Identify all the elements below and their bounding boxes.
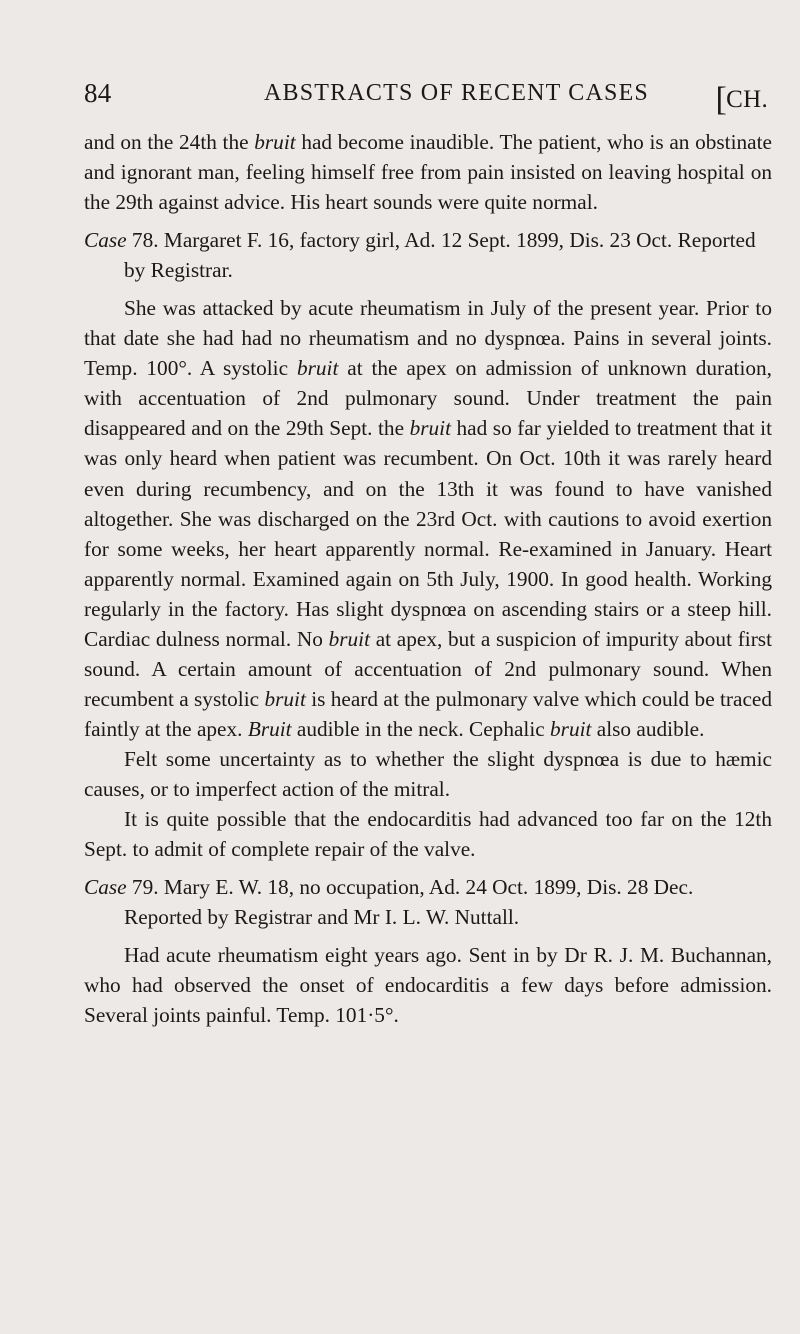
page-number: 84 bbox=[84, 78, 112, 108]
italic-term: Bruit bbox=[247, 716, 292, 741]
case-79-paragraph-1 bbox=[84, 940, 772, 1030]
page-body bbox=[84, 127, 772, 1030]
running-header bbox=[84, 78, 770, 118]
italic-term: bruit bbox=[254, 130, 296, 154]
italic-term: Case bbox=[84, 875, 127, 900]
case-78-heading bbox=[84, 225, 772, 285]
case-79-heading bbox=[84, 872, 772, 932]
text-run: at apex, but a suspicion of impurity about first sound. A certain amount of accentuation of 2nd pulmonary sound. When recumbent a systolic bbox=[84, 626, 772, 711]
text-run: 78. Margaret F. 16, factory girl, Ad. 12 Sept. 1899, Dis. 23 Oct. Reported by Registrar. bbox=[124, 228, 756, 283]
chapter-marker bbox=[715, 78, 768, 116]
case-78-paragraph-1 bbox=[84, 293, 772, 744]
text-run: audible in the neck. Cephalic bbox=[291, 716, 551, 741]
italic-term: Case bbox=[84, 228, 127, 253]
paragraph-continuation bbox=[84, 127, 772, 217]
text-run: Had acute rheumatism eight years ago. Sent in by Dr R. J. M. Buchannan, who had observed the onset of endocarditis a few days before admission. Several joints painful. Temp. 101·5°. bbox=[84, 943, 772, 1028]
text-run: and on the 24th the bbox=[84, 130, 255, 154]
italic-term: bruit bbox=[328, 626, 370, 651]
text-run: She was attacked by acute rheumatism in July of the present year. Prior to that date she had had no rheumatism and no dyspnœa. Pains in several joints. Temp. 100°. A systolic bbox=[84, 296, 772, 381]
text-run: 79. Mary E. W. 18, no occupation, Ad. 24 Oct. 1899, Dis. 28 Dec. Reported by Registrar and Mr I. L. W. Nuttall. bbox=[124, 875, 694, 930]
italic-term: bruit bbox=[296, 356, 339, 381]
text-run: Felt some uncertainty as to whether the slight dyspnœa is due to hæmic causes, or to imperfect action of the mitral. bbox=[84, 746, 772, 801]
text-run: also audible. bbox=[591, 716, 705, 741]
text-run: had so far yielded to treatment that it was only heard when patient was recumbent. On Oct. 10th it was rarely heard even during recumbency, and on the 13th it was found to have vanished altogether. She was discharged on the 23rd Oct. with cautions to avoid exertion for some weeks, her heart apparently normal. Re-examined in January. Heart apparently normal. Examined again on 5th July, 1900. In good health. Working regularly in the factory. Has slight dyspnœa on ascending stairs or a steep hill. Cardiac dulness normal. No bbox=[84, 416, 772, 651]
text-run: had become inaudible. The patient, who is an obstinate and ignorant man, feeling himself free from pain insisted on leaving hospital on the 29th against advice. His heart sounds were quite normal. bbox=[84, 130, 772, 215]
italic-term: bruit bbox=[550, 716, 592, 741]
italic-term: bruit bbox=[409, 416, 451, 441]
text-run: is heard at the pulmonary valve which could be traced faintly at the apex. bbox=[84, 686, 772, 741]
case-78-paragraph-2 bbox=[84, 744, 772, 804]
italic-term: bruit bbox=[264, 686, 306, 711]
text-run: It is quite possible that the endocarditis had advanced too far on the 12th Sept. to admit of complete repair of the valve. bbox=[84, 807, 772, 862]
case-78-paragraph-3 bbox=[84, 804, 772, 864]
chapter-abbrev: CH. bbox=[726, 86, 768, 113]
chapter-bracket: [ bbox=[715, 81, 728, 118]
text-run: at the apex on admission of unknown duration, with accentuation of 2nd pulmonary sound. Under treatment the pain disappeared and on the 29th Sept. the bbox=[84, 356, 772, 441]
running-title: ABSTRACTS OF RECENT CASES bbox=[264, 80, 649, 106]
